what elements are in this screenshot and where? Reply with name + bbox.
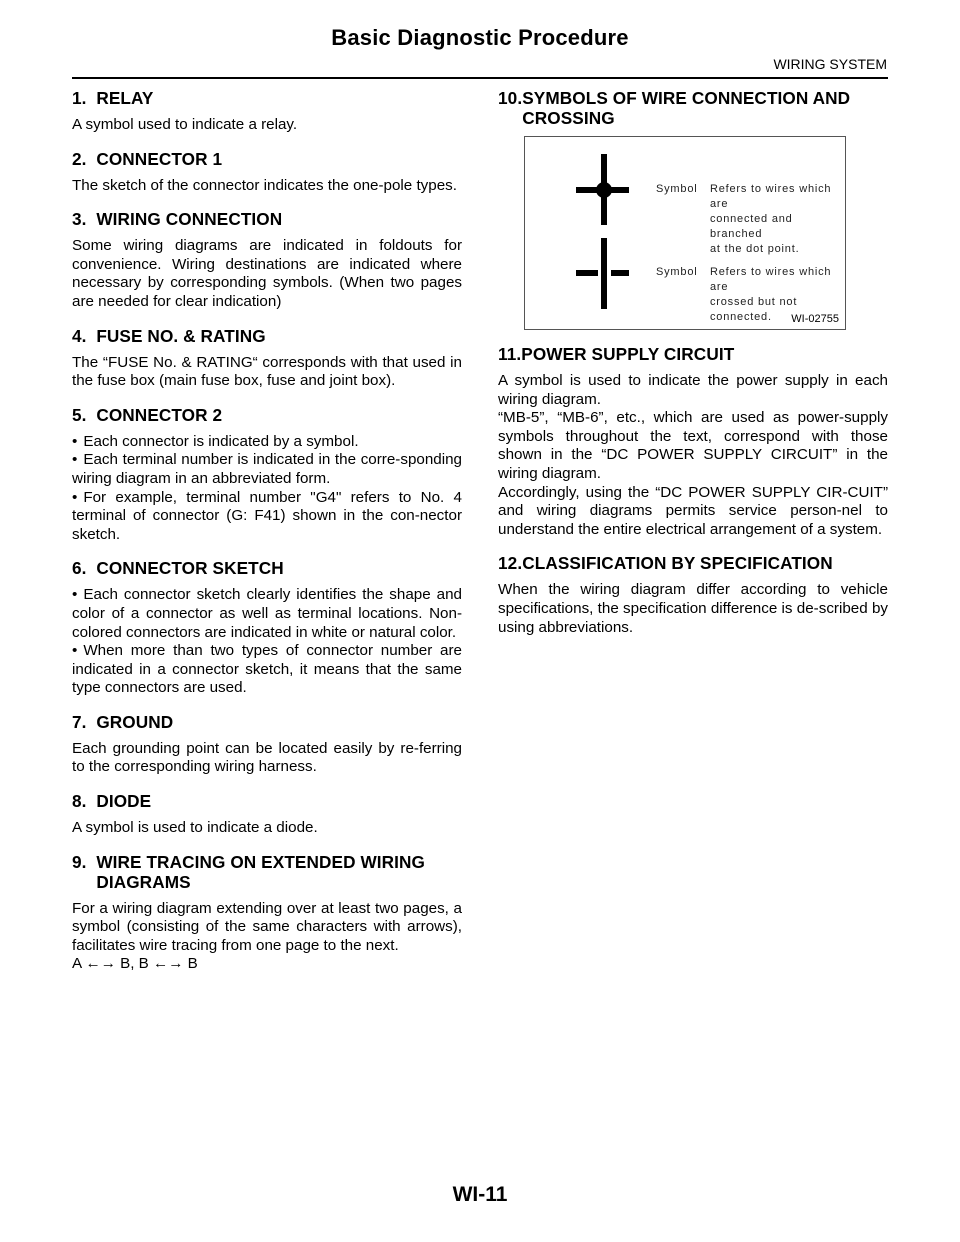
page-title: Basic Diagnostic Procedure — [331, 25, 629, 50]
description-connected: Refers to wires which are connected and branched at the dot point. — [710, 183, 832, 255]
section-heading — [72, 852, 462, 892]
section-number: 5. — [72, 404, 87, 425]
section-title: RELAY — [96, 88, 154, 108]
section-heading — [72, 712, 462, 732]
header-rule — [72, 77, 888, 79]
section — [72, 712, 462, 777]
section — [72, 149, 462, 196]
section — [72, 791, 462, 838]
section-heading — [72, 558, 462, 578]
section-number: 12. — [498, 553, 523, 574]
symbol-label-connected: Symbol — [656, 183, 698, 195]
section — [72, 209, 462, 311]
section-number: 6. — [72, 558, 87, 579]
section-title: GROUND — [96, 711, 174, 732]
section-title: CLASSIFICATION BY SPECIFICATION — [522, 553, 833, 574]
paragraph: For a wiring diagram extending over at least two pages, a symbol (consisting of the same characters with arrows), facilitates wire tracing from one page to the next. — [72, 899, 462, 954]
description-crossed: Refers to wires which are crossed but not connected. — [710, 266, 832, 323]
section — [498, 553, 888, 637]
section-number: 7. — [72, 711, 87, 732]
figure-id: WI-02755 — [791, 313, 839, 325]
paragraph: A symbol used to indicate a relay. — [72, 116, 298, 133]
section-title: WIRE TRACING ON EXTENDED WIRING DIAGRAMS — [96, 851, 426, 892]
bullet-paragraph: • Each terminal number is indicated in the corre-sponding wiring diagram in an abbreviated form. — [72, 451, 462, 488]
section — [72, 88, 462, 135]
section-heading — [72, 326, 462, 346]
bullet-paragraph: • When more than two types of connector number are indicated in a connector sketch, it means that the same type connectors are used. — [72, 642, 462, 698]
section-title: SYMBOLS OF WIRE CONNECTION AND CROSSING — [522, 88, 851, 128]
bullet-paragraph: • For example, terminal number "G4" refers to No. 4 terminal of connector (G: F41) shown in the con-nector sketch. — [72, 489, 462, 545]
section-title: DIODE — [96, 791, 152, 812]
section-number: 3. — [72, 209, 87, 230]
section-number: 11. — [498, 344, 522, 364]
section-heading — [72, 405, 462, 425]
paragraph: Accordingly, using the “DC POWER SUPPLY CIR-CUIT” and wiring diagrams permits service person-nel to understand the entire electrical arrangement of a system. — [498, 483, 888, 538]
paragraph: A symbol is used to indicate a diode. — [72, 819, 318, 837]
page-number: WI-11 — [452, 1183, 508, 1206]
section — [72, 852, 462, 974]
section-title: CONNECTOR 2 — [96, 404, 223, 425]
section-number: 8. — [72, 791, 87, 812]
section-number: 1. — [72, 88, 87, 108]
left-column — [72, 88, 462, 988]
section-number: 2. — [72, 148, 87, 169]
paragraph: The “FUSE No. & RATING“ corresponds with that used in the fuse box (main fuse box, fuse and joint box). — [72, 353, 462, 390]
section — [498, 344, 888, 539]
paragraph: “MB-5”, “MB-6”, etc., which are used as power-supply symbols throughout the text, correspond with those shown in the “DC POWER SUPPLY CIRCUIT” in the wiring diagram. — [498, 409, 888, 482]
bullet-paragraph: • Each connector is indicated by a symbol. — [72, 433, 462, 452]
section-number: 9. — [72, 851, 87, 872]
section — [72, 326, 462, 391]
section-heading — [72, 149, 462, 169]
section — [498, 88, 888, 330]
section-heading — [72, 88, 462, 108]
connection-dot — [596, 182, 612, 198]
symbol-label-crossed: Symbol — [656, 266, 698, 278]
paragraph: Some wiring diagrams are indicated in foldouts for convenience. Wiring destinations are indicated where necessary by corresponding symbols. (When two pages are needed for clear indication) — [72, 237, 462, 310]
paragraph: A symbol is used to indicate the power supply in each wiring diagram. — [498, 372, 888, 408]
section — [72, 558, 462, 698]
section-heading — [72, 791, 462, 811]
paragraph: Each grounding point can be located easily by re-ferring to the corresponding wiring harness. — [72, 739, 462, 776]
section-heading — [498, 344, 888, 364]
wire-symbol-figure — [524, 136, 846, 330]
section-title: CONNECTOR SKETCH — [96, 558, 284, 579]
section-title: POWER SUPPLY CIRCUIT — [521, 344, 735, 364]
paragraph: A ←→ B, B ←→ B — [72, 955, 198, 973]
paragraph: When the wiring diagram differ according to vehicle specifications, the specification difference is de-scribed by using abbreviations. — [498, 581, 888, 636]
section-number: 10. — [498, 88, 523, 108]
section-label: WIRING SYSTEM — [773, 56, 887, 72]
section-title: WIRING CONNECTION — [96, 209, 283, 230]
section-heading — [498, 553, 888, 573]
paragraph: The sketch of the connector indicates the one-pole types. — [72, 176, 457, 194]
section-title: CONNECTOR 1 — [96, 148, 223, 169]
section-number: 4. — [72, 325, 87, 346]
section-heading — [72, 209, 462, 229]
section-title: FUSE NO. & RATING — [96, 325, 266, 346]
right-column — [498, 88, 888, 651]
section-heading — [498, 88, 888, 128]
section — [72, 405, 462, 545]
bullet-paragraph: • Each connector sketch clearly identifies the shape and color of a connector as well as terminal locations. Non-colored connectors are indicated in white or natural color. — [72, 586, 462, 642]
